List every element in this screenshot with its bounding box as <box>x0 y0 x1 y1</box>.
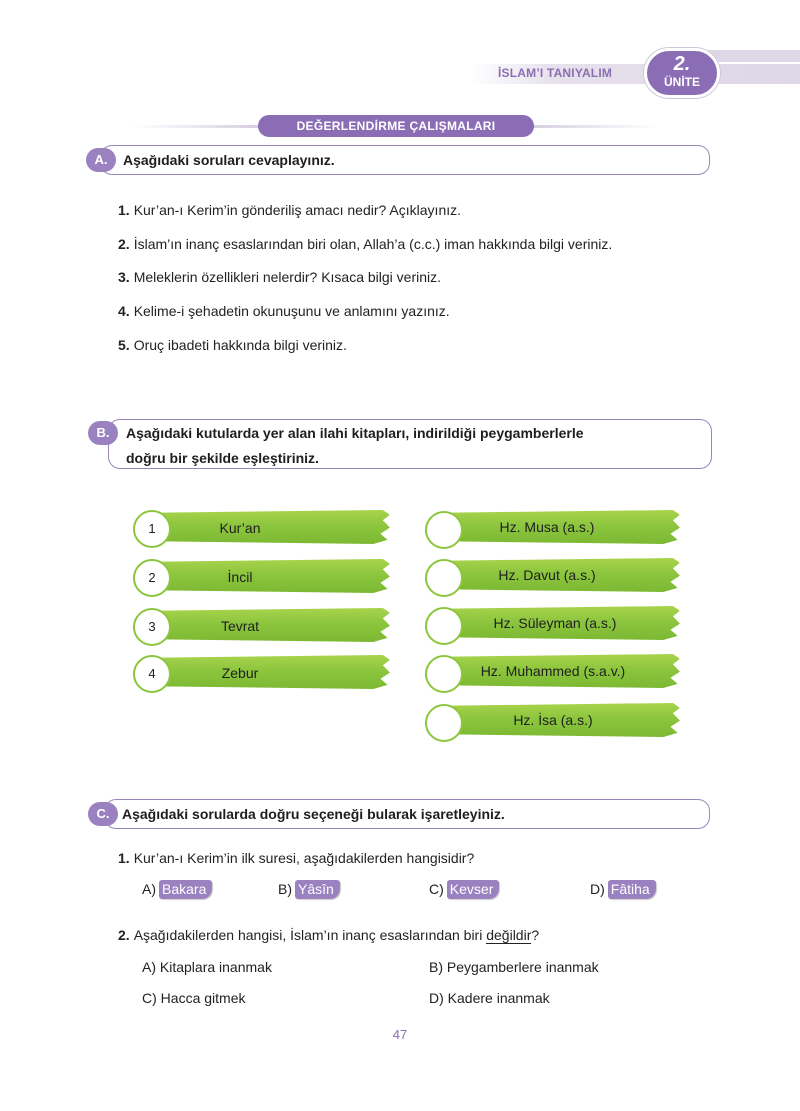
prophet-name-4: Hz. Muhammed (s.a.v.) <box>480 663 626 679</box>
question-a1: 1. Kur’an-ı Kerim’in gönderiliş amacı nedir? Açıklayınız. <box>118 202 462 218</box>
section-b-instruction-line1: Aşağıdaki kutularda yer alan ilahi kitapları, indirildiği peygamberlerle <box>126 425 584 441</box>
option-c2-c[interactable]: C) Hacca gitmek <box>142 990 246 1006</box>
section-banner: DEĞERLENDİRME ÇALIŞMALARI <box>258 115 534 137</box>
section-b-instruction-line2: doğru bir şekilde eşleştiriniz. <box>126 450 319 466</box>
unit-number: 2. <box>673 53 691 75</box>
page-number: 47 <box>392 1027 408 1042</box>
prophet-name-1: Hz. Musa (a.s.) <box>499 519 595 535</box>
book-number-1: 1 <box>133 510 171 548</box>
question-a3: 3. Meleklerin özellikleri nelerdir? Kısaca bilgi veriniz. <box>118 269 442 285</box>
prophet-name-2: Hz. Davut (a.s.) <box>498 567 596 583</box>
option-c1-d[interactable]: D) Fâtiha <box>590 880 656 899</box>
prophet-answer-circle-5[interactable] <box>425 704 463 742</box>
option-c1-a-pill: Bakara <box>159 880 212 899</box>
section-a-instruction: Aşağıdaki soruları cevaplayınız. <box>123 152 335 168</box>
prophet-name-3: Hz. Süleyman (a.s.) <box>493 615 617 631</box>
book-name-2: İncil <box>227 569 253 585</box>
book-name-4: Zebur <box>221 665 259 681</box>
prophet-answer-circle-4[interactable] <box>425 655 463 693</box>
section-c-letter: C. <box>88 802 118 826</box>
option-c2-b[interactable]: B) Peygamberlere inanmak <box>429 959 599 975</box>
question-a4: 4. Kelime-i şehadetin okunuşunu ve anlamını yazınız. <box>118 303 450 319</box>
prophet-answer-circle-2[interactable] <box>425 559 463 597</box>
book-number-4: 4 <box>133 655 171 693</box>
book-number-3: 3 <box>133 608 171 646</box>
section-b-letter: B. <box>88 421 118 445</box>
option-c1-c[interactable]: C) Kevser <box>429 880 499 899</box>
prophet-answer-circle-3[interactable] <box>425 607 463 645</box>
option-c1-b[interactable]: B) Yâsîn <box>278 880 340 899</box>
prophet-answer-circle-1[interactable] <box>425 511 463 549</box>
prophet-name-5: Hz. İsa (a.s.) <box>513 712 593 728</box>
section-c-instruction: Aşağıdaki sorularda doğru seçeneği bularak işaretleyiniz. <box>122 806 505 822</box>
option-c2-a[interactable]: A) Kitaplara inanmak <box>142 959 272 975</box>
question-a5: 5. Oruç ibadeti hakkında bilgi veriniz. <box>118 337 347 353</box>
option-c1-d-pill: Fâtiha <box>608 880 656 899</box>
book-number-2: 2 <box>133 559 171 597</box>
question-c1: 1. Kur’an-ı Kerim’in ilk suresi, aşağıdakilerden hangisidir? <box>118 850 475 866</box>
book-name-3: Tevrat <box>220 618 260 634</box>
book-name-1: Kur’an <box>219 520 261 536</box>
option-c1-a[interactable]: A) Bakara <box>142 880 212 899</box>
underlined-word: değildir <box>486 927 532 943</box>
header-title: İSLAM’I TANIYALIM <box>498 66 613 80</box>
option-c1-b-pill: Yâsîn <box>295 880 340 899</box>
unit-label: ÜNİTE <box>664 75 700 89</box>
section-a-letter: A. <box>86 148 116 172</box>
option-c1-c-pill: Kevser <box>447 880 500 899</box>
unit-badge <box>644 48 720 98</box>
option-c2-d[interactable]: D) Kadere inanmak <box>429 990 550 1006</box>
question-c2: 2. Aşağıdakilerden hangisi, İslam’ın inanç esaslarından biri değildir? <box>118 927 540 943</box>
question-a2: 2. İslam’ın inanç esaslarından biri olan, Allah’a (c.c.) iman hakkında bilgi veriniz. <box>118 236 613 252</box>
